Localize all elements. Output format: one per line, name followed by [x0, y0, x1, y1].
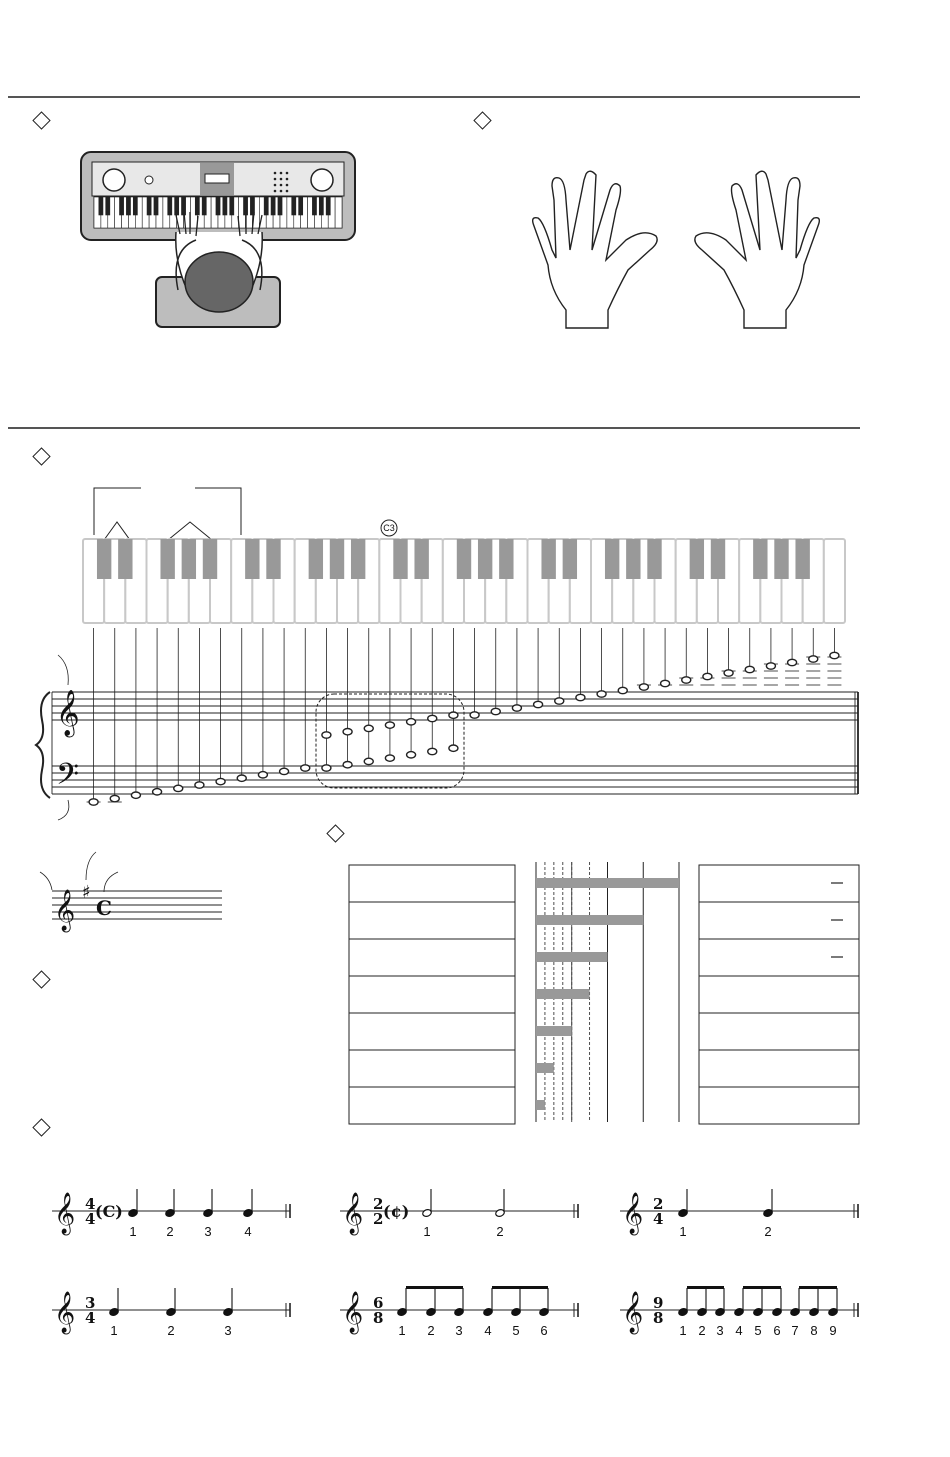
common-time-sign: C: [96, 896, 112, 920]
beat-count: 1: [129, 1224, 137, 1239]
beam: [687, 1286, 724, 1289]
time-sig-top: 4: [85, 1195, 96, 1213]
beat-count: 5: [754, 1323, 762, 1338]
beat-count: 2: [764, 1224, 772, 1239]
treble-clef-small: 𝄞: [622, 1193, 644, 1234]
beat-count: 8: [810, 1323, 818, 1338]
beam: [743, 1286, 781, 1289]
beat-count: 4: [484, 1323, 492, 1338]
beat-count: 4: [244, 1224, 252, 1239]
beam: [406, 1286, 463, 1289]
beat-count: 2: [166, 1224, 174, 1239]
beat-count: 7: [791, 1323, 799, 1338]
treble-clef-small: 𝄞: [54, 890, 76, 931]
time-sig-alt: (C): [95, 1202, 123, 1221]
treble-clef: 𝄞: [56, 690, 80, 736]
beat-count: 3: [455, 1323, 463, 1338]
beat-count: 1: [423, 1224, 431, 1239]
time-sig-bottom: 8: [373, 1309, 384, 1327]
sharp-sign: ♯: [82, 882, 91, 903]
time-sig-bottom: 4: [85, 1309, 96, 1327]
time-sig-top: 2: [373, 1195, 384, 1213]
beat-count: 6: [540, 1323, 548, 1338]
time-sig-bottom: 4: [653, 1210, 664, 1228]
beat-count: 3: [224, 1323, 232, 1338]
time-sig-top: 2: [653, 1195, 664, 1213]
bass-clef: 𝄢: [56, 758, 80, 799]
time-sig-top: 9: [653, 1294, 664, 1312]
beat-count: 6: [773, 1323, 781, 1338]
beam: [492, 1286, 548, 1289]
treble-clef-small: 𝄞: [54, 1193, 76, 1234]
beat-count: 2: [427, 1323, 435, 1338]
beat-count: 1: [398, 1323, 406, 1338]
time-sig-bottom: 4: [85, 1210, 96, 1228]
treble-clef-small: 𝄞: [54, 1292, 76, 1333]
beat-count: 2: [698, 1323, 706, 1338]
treble-clef-small: 𝄞: [342, 1292, 364, 1333]
middle-c-label: C3: [383, 523, 395, 533]
time-sig-bottom: 2: [373, 1210, 384, 1228]
beat-count: 1: [679, 1224, 687, 1239]
beat-count: 3: [716, 1323, 724, 1338]
beat-count: 1: [679, 1323, 687, 1338]
treble-clef-small: 𝄞: [622, 1292, 644, 1333]
beat-count: 2: [496, 1224, 504, 1239]
beam: [799, 1286, 837, 1289]
time-sig-top: 6: [373, 1294, 384, 1312]
treble-clef-small: 𝄞: [342, 1193, 364, 1234]
beat-count: 4: [735, 1323, 743, 1338]
beat-count: 1: [110, 1323, 118, 1338]
time-sig-bottom: 8: [653, 1309, 664, 1327]
time-sig-top: 3: [85, 1294, 96, 1312]
beat-count: 3: [204, 1224, 212, 1239]
beat-count: 9: [829, 1323, 837, 1338]
beat-count: 2: [167, 1323, 175, 1338]
time-sig-alt: (¢): [383, 1202, 410, 1221]
beat-count: 5: [512, 1323, 520, 1338]
